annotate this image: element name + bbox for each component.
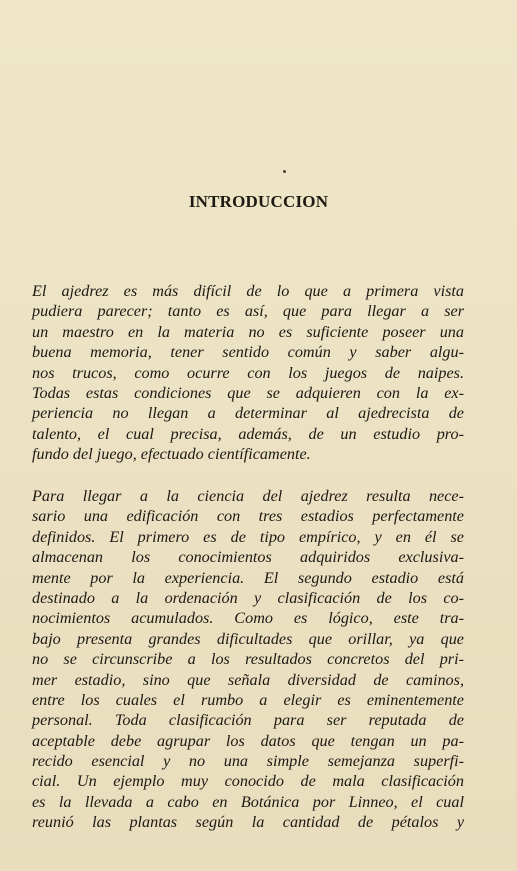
text-line: recido esencial y no una simple semejanza superfi- [32, 752, 464, 771]
text-line: talento, el cual precisa, además, de un estudio pro- [32, 424, 464, 443]
text-line: cial. Un ejemplo muy conocido de mala clasificación [32, 772, 464, 791]
text-line: fundo del juego, efectuado científicamente. [32, 445, 311, 464]
ink-speck [283, 170, 286, 173]
text-line: un maestro en la materia no es suficiente poseer una [32, 322, 464, 341]
text-line: buena memoria, tener sentido común y saber algu- [32, 343, 464, 362]
text-line: periencia no llegan a determinar al ajedrecista de [32, 404, 464, 423]
text-line: El ajedrez es más difícil de lo que a primera vista [32, 282, 464, 300]
text-line: aceptable debe agrupar los datos que tengan un pa- [32, 731, 464, 750]
text-line: definidos. El primero es de tipo empírico, y en él se [32, 527, 464, 546]
text-line: Todas estas condiciones que se adquieren con la ex- [32, 383, 464, 402]
text-line: sario una edificación con tres estadios perfectamente [32, 507, 464, 526]
text-line: mer estadio, sino que señala diversidad de caminos, [32, 670, 464, 689]
text-line: almacenan los conocimientos adquiridos exclusiva- [32, 548, 464, 567]
text-line: entre los cuales el rumbo a elegir es eminentemente [32, 690, 464, 709]
paragraph-2 [32, 486, 464, 833]
text-line: mente por la experiencia. El segundo estadio está [32, 568, 464, 587]
text-line: destinado a la ordenación y clasificación de los co- [32, 588, 464, 607]
text-line: personal. Toda clasificación para ser reputada de [32, 711, 464, 730]
text-line: no se circunscribe a los resultados concretos del pri- [32, 650, 464, 669]
text-line: pudiera parecer; tanto es así, que para llegar a ser [32, 302, 464, 321]
chapter-heading: INTRODUCCION [188, 192, 329, 211]
text-line: es la llevada a cabo en Botánica por Linneo, el cual [32, 792, 464, 811]
paragraph-1 [32, 281, 464, 465]
text-line: bajo presenta grandes dificultades que orillar, ya que [32, 629, 464, 648]
text-line: Para llegar a la ciencia del ajedrez resulta nece- [32, 487, 464, 505]
text-line: nos trucos, como ocurre con los juegos de naipes. [32, 363, 464, 382]
text-line: reunió las plantas según la cantidad de pétalos y [32, 813, 464, 832]
text-line: nocimientos acumulados. Como es lógico, este tra- [32, 609, 464, 628]
